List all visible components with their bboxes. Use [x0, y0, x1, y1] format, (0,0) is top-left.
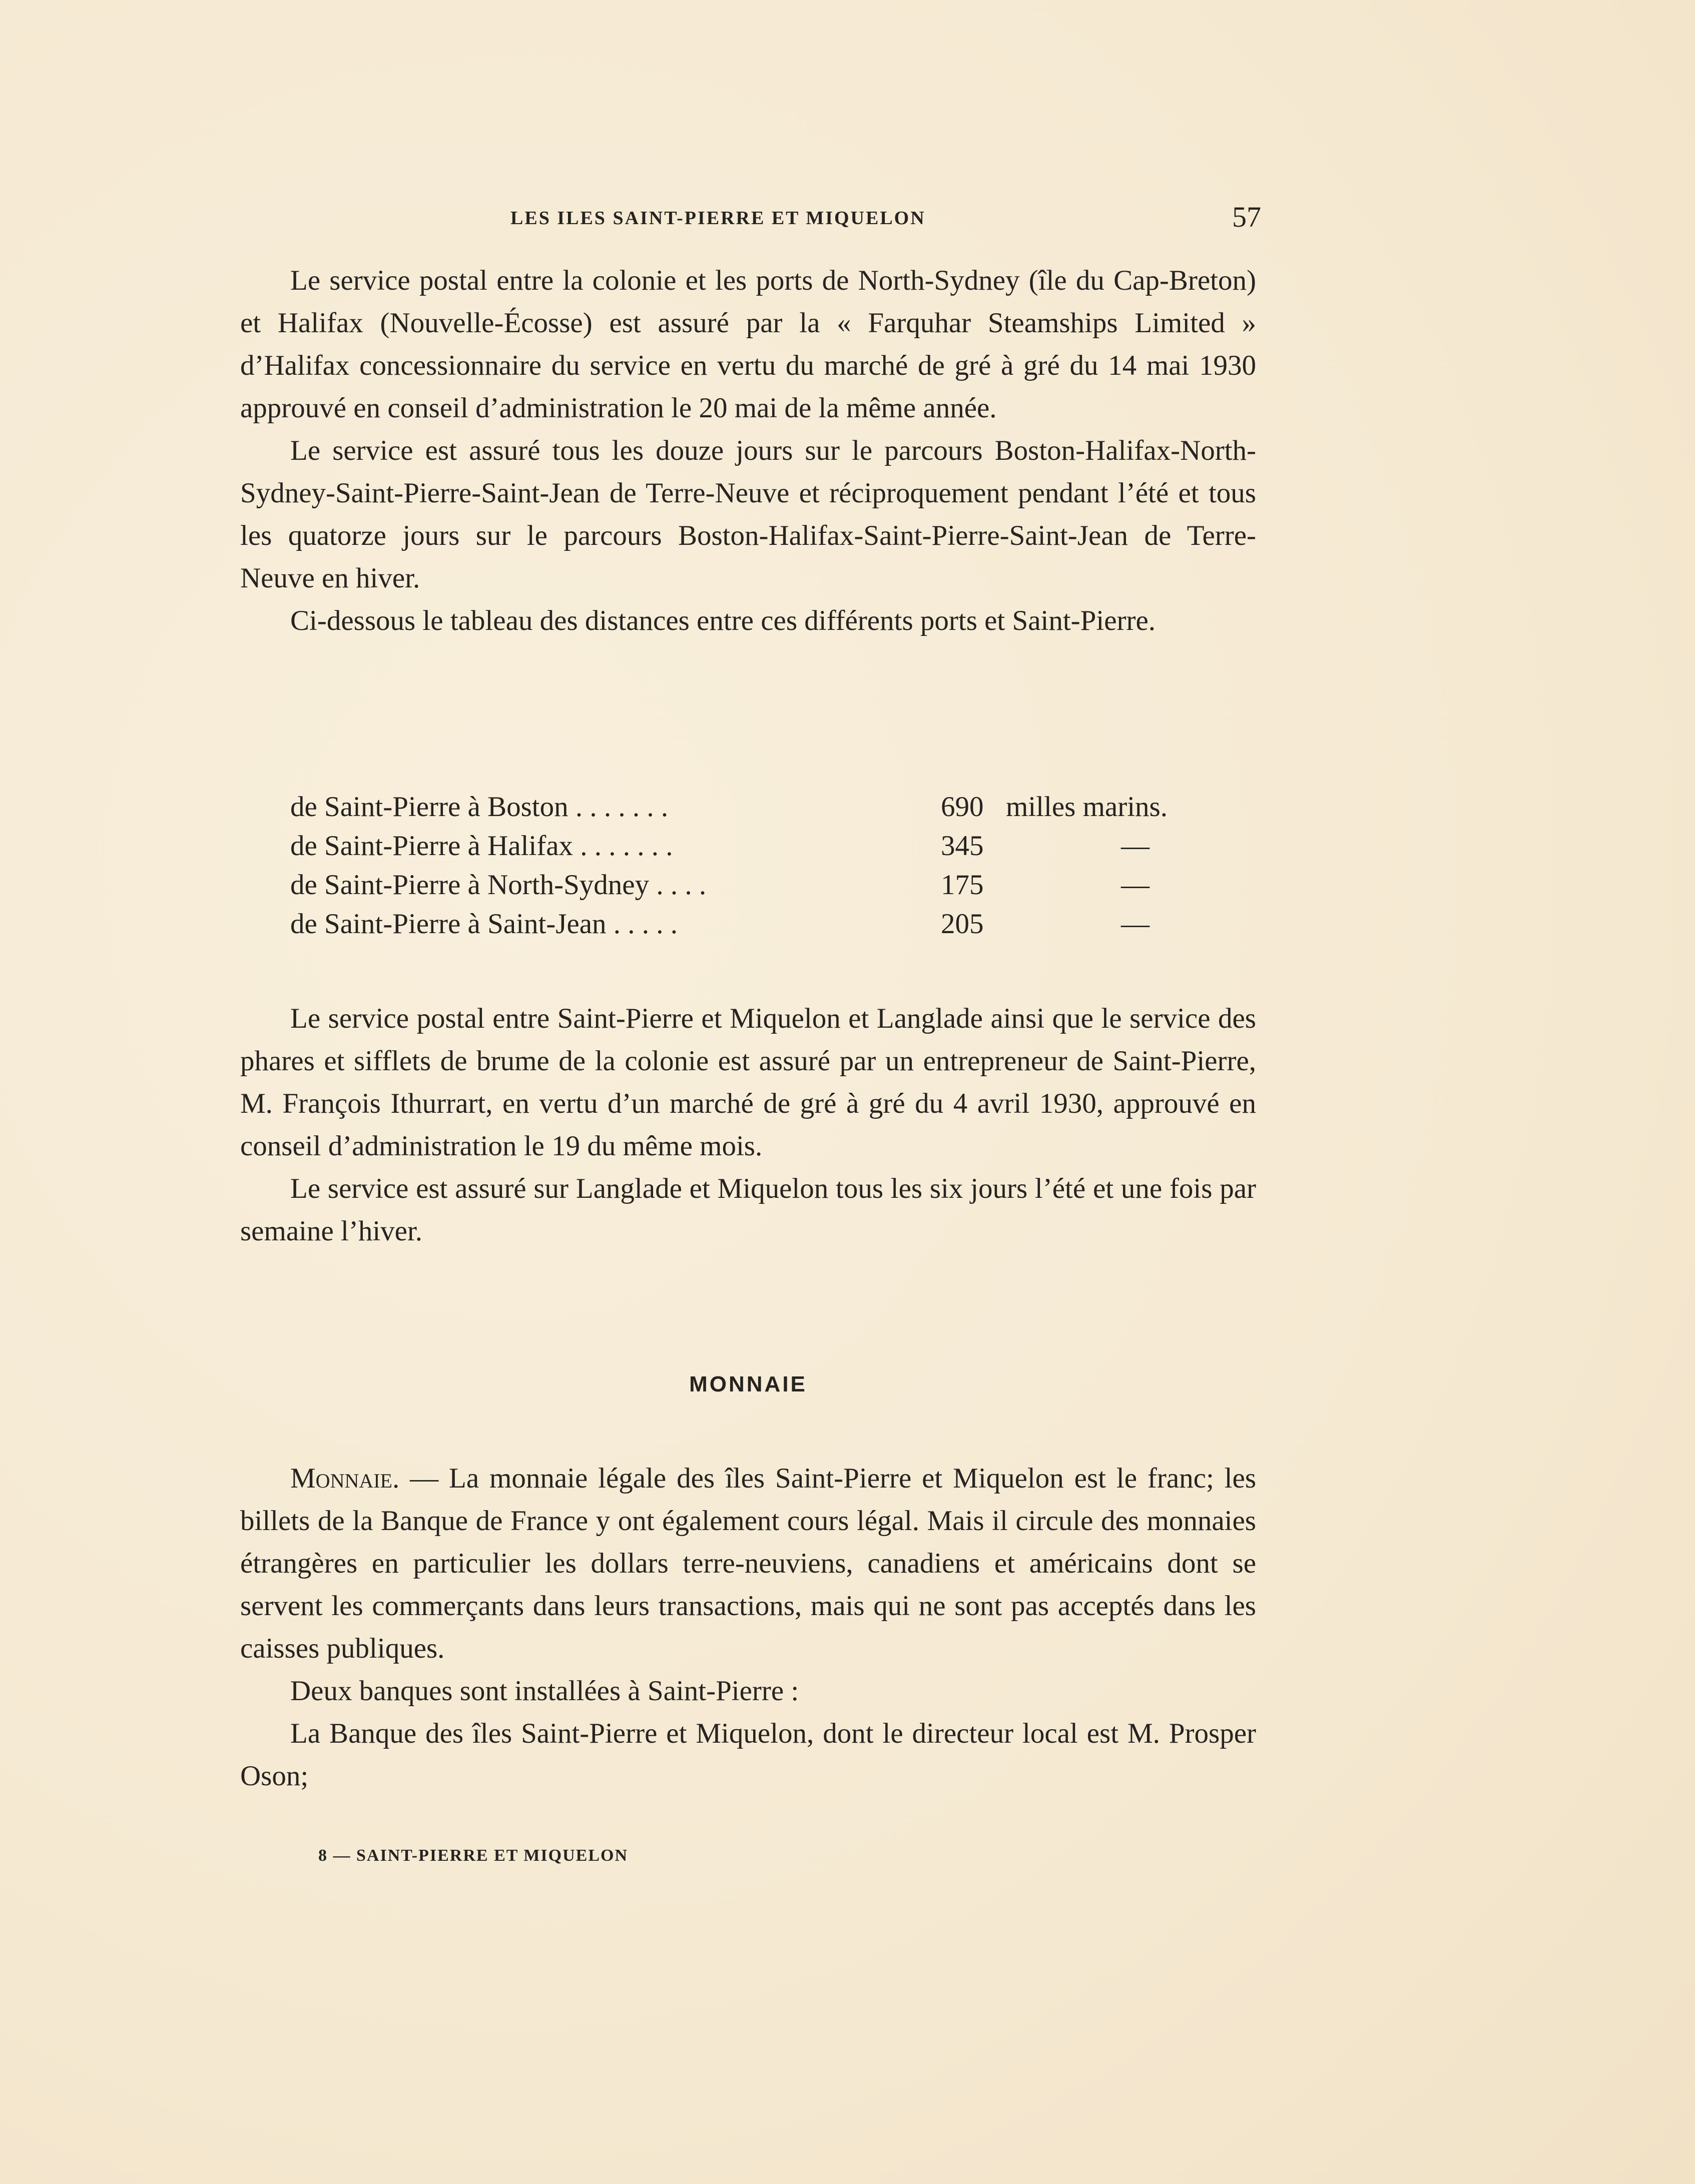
distance-value: 345	[941, 830, 984, 862]
paragraph-local-postal-service: Le service postal entre Saint-Pierre et Miquelon et Langlade ainsi que le service des phares et sifflets de brume de la colonie est assuré par un entrepreneur de Saint-Pierre, M. François Ithurrart, en vertu d’un marché de gré à gré du 4 avril 1930, approuvé en conseil d’administration le 19 du même mois.	[240, 1003, 1256, 1162]
distance-label: de Saint-Pierre à Saint-Jean . . . . .	[290, 908, 678, 940]
ditto-dash: —	[1121, 869, 1150, 901]
paragraph-currency	[240, 1457, 1256, 1670]
monnaie-section	[240, 1457, 1256, 1797]
paragraph-langlade-miquelon: Le service est assuré sur Langlade et Miquelon tous les six jours l’été et une fois par semaine l’hiver.	[240, 1173, 1256, 1247]
running-header	[240, 200, 1261, 235]
paragraph-banks-intro: Deux banques sont installées à Saint-Pierre :	[290, 1675, 799, 1707]
printer-signature-mark: 8 — SAINT-PIERRE ET MIQUELON	[318, 1846, 629, 1865]
postal-service-section	[240, 259, 1256, 642]
section-heading-monnaie: MONNAIE	[689, 1372, 807, 1396]
paragraph-distance-intro: Ci-dessous le tableau des distances entre ces différents ports et Saint-Pierre.	[290, 605, 1156, 636]
local-postal-section	[240, 997, 1256, 1252]
ditto-dash: —	[1121, 830, 1150, 862]
distance-label: de Saint-Pierre à Boston . . . . . . .	[290, 791, 669, 823]
currency-text: — La monnaie légale des îles Saint-Pierre et Miquelon est le franc; les billets de la Banque de France y ont également cours légal. Mais il circule des monnaies étrangères en particulier les dollars terre-neuviens, canadiens et américains dont se servent les commerçants dans leurs transactions, mais qui ne sont pas acceptés dans les caisses publiques.	[240, 1463, 1256, 1664]
paragraph-service-schedule: Le service est assuré tous les douze jours sur le parcours Boston-Halifax-North-Sydney-Saint-Pierre-Saint-Jean de Terre-Neuve et réciproquement pendant l’été et tous les quatorze jours sur le parcours Boston-Halifax-Saint-Pierre-Saint-Jean de Terre-Neuve en hiver.	[240, 435, 1256, 594]
distance-row	[290, 791, 1241, 830]
paragraph-north-sydney-halifax: Le service postal entre la colonie et les ports de North-Sydney (île du Cap-Breton) et Halifax (Nouvelle-Écosse) est assuré par la « Farquhar Steamships Limited » d’Halifax concessionnaire du service en vertu du marché de gré à gré du 14 mai 1930 approuvé en conseil d’administration le 20 mai de la même année.	[240, 265, 1256, 424]
distance-row	[290, 869, 1241, 908]
distance-unit: milles marins.	[1006, 791, 1168, 823]
page-number: 57	[1232, 201, 1261, 233]
distance-table	[290, 791, 1241, 947]
ditto-dash: —	[1121, 908, 1150, 940]
distance-value: 690	[941, 791, 984, 823]
distance-label: de Saint-Pierre à North-Sydney . . . .	[290, 869, 707, 901]
distance-row	[290, 908, 1241, 947]
paragraph-banque-des-iles: La Banque des îles Saint-Pierre et Miquelon, dont le directeur local est M. Prosper Oson;	[240, 1718, 1256, 1792]
distance-row	[290, 830, 1241, 869]
run-in-heading: Monnaie.	[290, 1463, 400, 1494]
distance-value: 175	[941, 869, 984, 901]
running-title: LES ILES SAINT-PIERRE ET MIQUELON	[510, 208, 926, 229]
distance-label: de Saint-Pierre à Halifax . . . . . . .	[290, 830, 673, 862]
distance-value: 205	[941, 908, 984, 940]
